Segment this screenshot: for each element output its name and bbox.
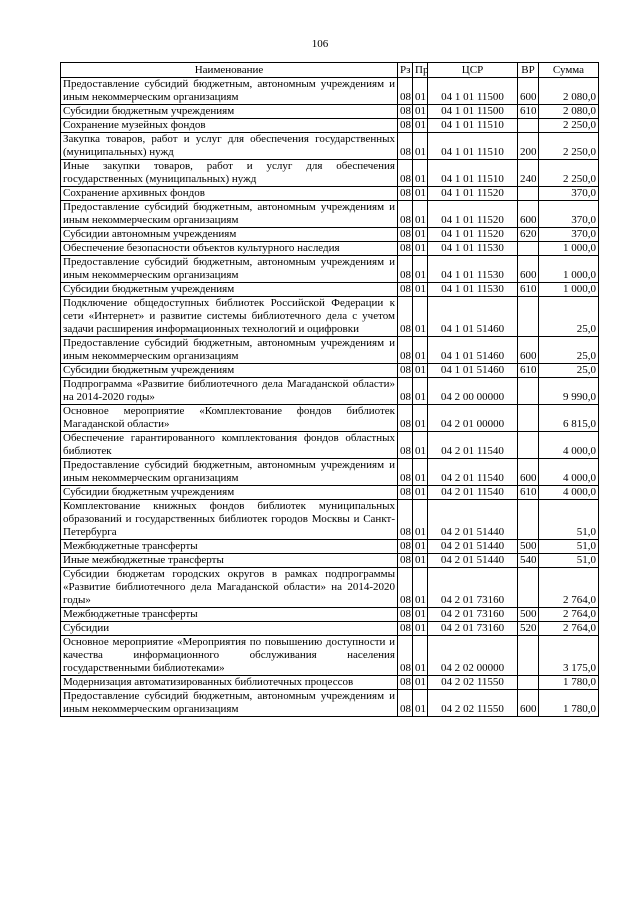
header-name: Наименование	[61, 63, 398, 78]
row-name: Субсидии автономным учреждениям	[61, 228, 398, 242]
row-pr: 01	[413, 405, 428, 432]
row-sum: 2 080,0	[539, 105, 599, 119]
row-name: Обеспечение безопасности объектов культурного наследия	[61, 242, 398, 256]
row-name: Предоставление субсидий бюджетным, автономным учреждениям и иным некоммерческим организациям	[61, 459, 398, 486]
row-rz: 08	[398, 105, 413, 119]
row-sum: 4 000,0	[539, 459, 599, 486]
row-sum: 1 780,0	[539, 676, 599, 690]
row-name: Предоставление субсидий бюджетным, автономным учреждениям и иным некоммерческим организациям	[61, 337, 398, 364]
row-csr: 04 1 01 51460	[428, 297, 518, 337]
table-row	[61, 242, 599, 256]
row-rz: 08	[398, 256, 413, 283]
row-sum: 3 175,0	[539, 636, 599, 676]
row-sum: 1 000,0	[539, 242, 599, 256]
row-sum: 2 764,0	[539, 608, 599, 622]
table-row	[61, 459, 599, 486]
row-pr: 01	[413, 432, 428, 459]
row-csr: 04 2 02 11550	[428, 690, 518, 717]
row-csr: 04 1 01 11500	[428, 105, 518, 119]
row-pr: 01	[413, 486, 428, 500]
row-pr: 01	[413, 256, 428, 283]
row-rz: 08	[398, 133, 413, 160]
row-vr: 620	[518, 228, 539, 242]
row-sum: 4 000,0	[539, 432, 599, 459]
row-sum: 9 990,0	[539, 378, 599, 405]
row-sum: 51,0	[539, 500, 599, 540]
row-name: Модернизация автоматизированных библиотечных процессов	[61, 676, 398, 690]
row-pr: 01	[413, 540, 428, 554]
table-row	[61, 364, 599, 378]
row-sum: 2 080,0	[539, 78, 599, 105]
row-pr: 01	[413, 133, 428, 160]
row-pr: 01	[413, 297, 428, 337]
row-vr: 600	[518, 78, 539, 105]
table-row	[61, 228, 599, 242]
row-rz: 08	[398, 187, 413, 201]
row-vr: 600	[518, 690, 539, 717]
row-rz: 08	[398, 337, 413, 364]
table-row	[61, 297, 599, 337]
row-vr: 600	[518, 256, 539, 283]
row-rz: 08	[398, 486, 413, 500]
row-sum: 370,0	[539, 187, 599, 201]
row-rz: 08	[398, 242, 413, 256]
table-row	[61, 554, 599, 568]
row-sum: 2 250,0	[539, 160, 599, 187]
row-sum: 51,0	[539, 540, 599, 554]
row-rz: 08	[398, 676, 413, 690]
row-csr: 04 2 01 73160	[428, 608, 518, 622]
row-vr: 500	[518, 540, 539, 554]
header-sum: Сумма	[539, 63, 599, 78]
row-csr: 04 2 01 00000	[428, 405, 518, 432]
row-csr: 04 2 01 51440	[428, 500, 518, 540]
row-csr: 04 2 01 11540	[428, 486, 518, 500]
row-rz: 08	[398, 636, 413, 676]
row-rz: 08	[398, 364, 413, 378]
row-rz: 08	[398, 297, 413, 337]
row-pr: 01	[413, 201, 428, 228]
row-rz: 08	[398, 201, 413, 228]
table-row	[61, 690, 599, 717]
row-pr: 01	[413, 636, 428, 676]
row-sum: 2 764,0	[539, 622, 599, 636]
row-vr: 600	[518, 337, 539, 364]
row-vr	[518, 187, 539, 201]
table-row	[61, 105, 599, 119]
row-pr: 01	[413, 608, 428, 622]
row-vr: 610	[518, 283, 539, 297]
row-pr: 01	[413, 622, 428, 636]
row-vr: 520	[518, 622, 539, 636]
row-pr: 01	[413, 500, 428, 540]
row-csr: 04 2 01 51440	[428, 540, 518, 554]
row-name: Основное мероприятие «Мероприятия по повышению доступности и качества информационного обслуживания населения государственными библиотеками»	[61, 636, 398, 676]
row-sum: 6 815,0	[539, 405, 599, 432]
row-csr: 04 1 01 11510	[428, 119, 518, 133]
row-sum: 1 000,0	[539, 256, 599, 283]
row-vr	[518, 636, 539, 676]
row-name: Комплектование книжных фондов библиотек муниципальных образований и государственных библиотек городов Москвы и Санкт-Петербурга	[61, 500, 398, 540]
row-pr: 01	[413, 119, 428, 133]
row-sum: 370,0	[539, 228, 599, 242]
row-name: Межбюджетные трансферты	[61, 608, 398, 622]
row-csr: 04 2 01 51440	[428, 554, 518, 568]
row-rz: 08	[398, 228, 413, 242]
table-row	[61, 337, 599, 364]
table-row	[61, 187, 599, 201]
row-rz: 08	[398, 119, 413, 133]
table-row	[61, 133, 599, 160]
table-row	[61, 283, 599, 297]
table-row	[61, 201, 599, 228]
row-name: Субсидии бюджетным учреждениям	[61, 486, 398, 500]
table-row	[61, 432, 599, 459]
row-vr	[518, 297, 539, 337]
row-rz: 08	[398, 690, 413, 717]
row-vr: 610	[518, 486, 539, 500]
row-sum: 4 000,0	[539, 486, 599, 500]
row-name: Подпрограмма «Развитие библиотечного дела Магаданской области» на 2014-2020 годы»	[61, 378, 398, 405]
row-pr: 01	[413, 242, 428, 256]
table-body	[61, 78, 599, 717]
row-vr	[518, 242, 539, 256]
row-csr: 04 1 01 11510	[428, 160, 518, 187]
row-vr: 240	[518, 160, 539, 187]
row-vr	[518, 500, 539, 540]
row-vr: 610	[518, 105, 539, 119]
row-name: Подключение общедоступных библиотек Российской Федерации к сети «Интернет» и развитие системы библиотечного дела с учетом задачи расширения информационных технологий и оцифровки	[61, 297, 398, 337]
row-pr: 01	[413, 78, 428, 105]
row-vr: 600	[518, 201, 539, 228]
row-rz: 08	[398, 622, 413, 636]
row-name: Предоставление субсидий бюджетным, автономным учреждениям и иным некоммерческим организациям	[61, 256, 398, 283]
row-csr: 04 1 01 11530	[428, 256, 518, 283]
row-vr	[518, 676, 539, 690]
row-vr: 500	[518, 608, 539, 622]
row-pr: 01	[413, 105, 428, 119]
table-row	[61, 78, 599, 105]
row-name: Субсидии бюджетным учреждениям	[61, 283, 398, 297]
row-sum: 25,0	[539, 297, 599, 337]
table-row	[61, 160, 599, 187]
row-csr: 04 2 01 73160	[428, 568, 518, 608]
table-row	[61, 119, 599, 133]
row-vr: 610	[518, 364, 539, 378]
row-csr: 04 1 01 51460	[428, 337, 518, 364]
row-rz: 08	[398, 432, 413, 459]
table-row	[61, 405, 599, 432]
row-csr: 04 1 01 11520	[428, 201, 518, 228]
row-pr: 01	[413, 568, 428, 608]
row-csr: 04 2 02 11550	[428, 676, 518, 690]
row-pr: 01	[413, 187, 428, 201]
row-sum: 370,0	[539, 201, 599, 228]
row-vr	[518, 378, 539, 405]
row-sum: 1 000,0	[539, 283, 599, 297]
row-vr	[518, 119, 539, 133]
row-pr: 01	[413, 459, 428, 486]
table-row	[61, 568, 599, 608]
row-sum: 25,0	[539, 364, 599, 378]
row-csr: 04 1 01 11530	[428, 242, 518, 256]
row-csr: 04 1 01 11520	[428, 228, 518, 242]
row-pr: 01	[413, 676, 428, 690]
row-sum: 1 780,0	[539, 690, 599, 717]
row-name: Субсидии бюджетным учреждениям	[61, 364, 398, 378]
row-sum: 25,0	[539, 337, 599, 364]
row-sum: 2 764,0	[539, 568, 599, 608]
row-name: Сохранение музейных фондов	[61, 119, 398, 133]
row-pr: 01	[413, 228, 428, 242]
header-rz: Рз	[398, 63, 413, 78]
row-name: Субсидии бюджетам городских округов в рамках подпрограммы «Развитие библиотечного дела Магаданской области» на 2014-2020 годы»	[61, 568, 398, 608]
row-name: Предоставление субсидий бюджетным, автономным учреждениям и иным некоммерческим организациям	[61, 78, 398, 105]
row-csr: 04 1 01 11510	[428, 133, 518, 160]
header-pr: Пр	[413, 63, 428, 78]
row-rz: 08	[398, 554, 413, 568]
row-vr	[518, 405, 539, 432]
row-csr: 04 2 00 00000	[428, 378, 518, 405]
row-csr: 04 2 02 00000	[428, 636, 518, 676]
row-name: Обеспечение гарантированного комплектования фондов областных библиотек	[61, 432, 398, 459]
row-sum: 51,0	[539, 554, 599, 568]
row-name: Субсидии	[61, 622, 398, 636]
row-rz: 08	[398, 283, 413, 297]
row-rz: 08	[398, 160, 413, 187]
row-vr	[518, 568, 539, 608]
row-pr: 01	[413, 160, 428, 187]
table-row	[61, 676, 599, 690]
table-row	[61, 486, 599, 500]
row-pr: 01	[413, 283, 428, 297]
row-rz: 08	[398, 405, 413, 432]
row-sum: 2 250,0	[539, 119, 599, 133]
page-number: 106	[311, 38, 329, 50]
table-row	[61, 622, 599, 636]
row-name: Сохранение архивных фондов	[61, 187, 398, 201]
table-row	[61, 540, 599, 554]
row-vr	[518, 432, 539, 459]
row-name: Субсидии бюджетным учреждениям	[61, 105, 398, 119]
row-csr: 04 2 01 11540	[428, 459, 518, 486]
row-name: Предоставление субсидий бюджетным, автономным учреждениям и иным некоммерческим организациям	[61, 201, 398, 228]
table-row	[61, 378, 599, 405]
table-header-row	[61, 63, 599, 78]
row-sum: 2 250,0	[539, 133, 599, 160]
row-pr: 01	[413, 364, 428, 378]
row-vr: 200	[518, 133, 539, 160]
row-name: Иные межбюджетные трансферты	[61, 554, 398, 568]
row-rz: 08	[398, 78, 413, 105]
table-row	[61, 500, 599, 540]
table-row	[61, 256, 599, 283]
row-pr: 01	[413, 337, 428, 364]
header-vr: ВР	[518, 63, 539, 78]
row-csr: 04 2 01 73160	[428, 622, 518, 636]
row-name: Основное мероприятие «Комплектование фондов библиотек Магаданской области»	[61, 405, 398, 432]
row-name: Предоставление субсидий бюджетным, автономным учреждениям и иным некоммерческим организациям	[61, 690, 398, 717]
row-rz: 08	[398, 378, 413, 405]
row-csr: 04 2 01 11540	[428, 432, 518, 459]
row-vr: 540	[518, 554, 539, 568]
row-name: Межбюджетные трансферты	[61, 540, 398, 554]
row-vr: 600	[518, 459, 539, 486]
row-csr: 04 1 01 11520	[428, 187, 518, 201]
row-pr: 01	[413, 554, 428, 568]
row-pr: 01	[413, 690, 428, 717]
row-rz: 08	[398, 500, 413, 540]
row-rz: 08	[398, 568, 413, 608]
row-pr: 01	[413, 378, 428, 405]
row-rz: 08	[398, 608, 413, 622]
row-csr: 04 1 01 11500	[428, 78, 518, 105]
row-csr: 04 1 01 51460	[428, 364, 518, 378]
table-row	[61, 636, 599, 676]
row-rz: 08	[398, 459, 413, 486]
header-csr: ЦСР	[428, 63, 518, 78]
row-rz: 08	[398, 540, 413, 554]
table-row	[61, 608, 599, 622]
row-name: Закупка товаров, работ и услуг для обеспечения государственных (муниципальных) нужд	[61, 133, 398, 160]
row-csr: 04 1 01 11530	[428, 283, 518, 297]
budget-table	[60, 62, 599, 717]
row-name: Иные закупки товаров, работ и услуг для обеспечения государственных (муниципальных) нужд	[61, 160, 398, 187]
